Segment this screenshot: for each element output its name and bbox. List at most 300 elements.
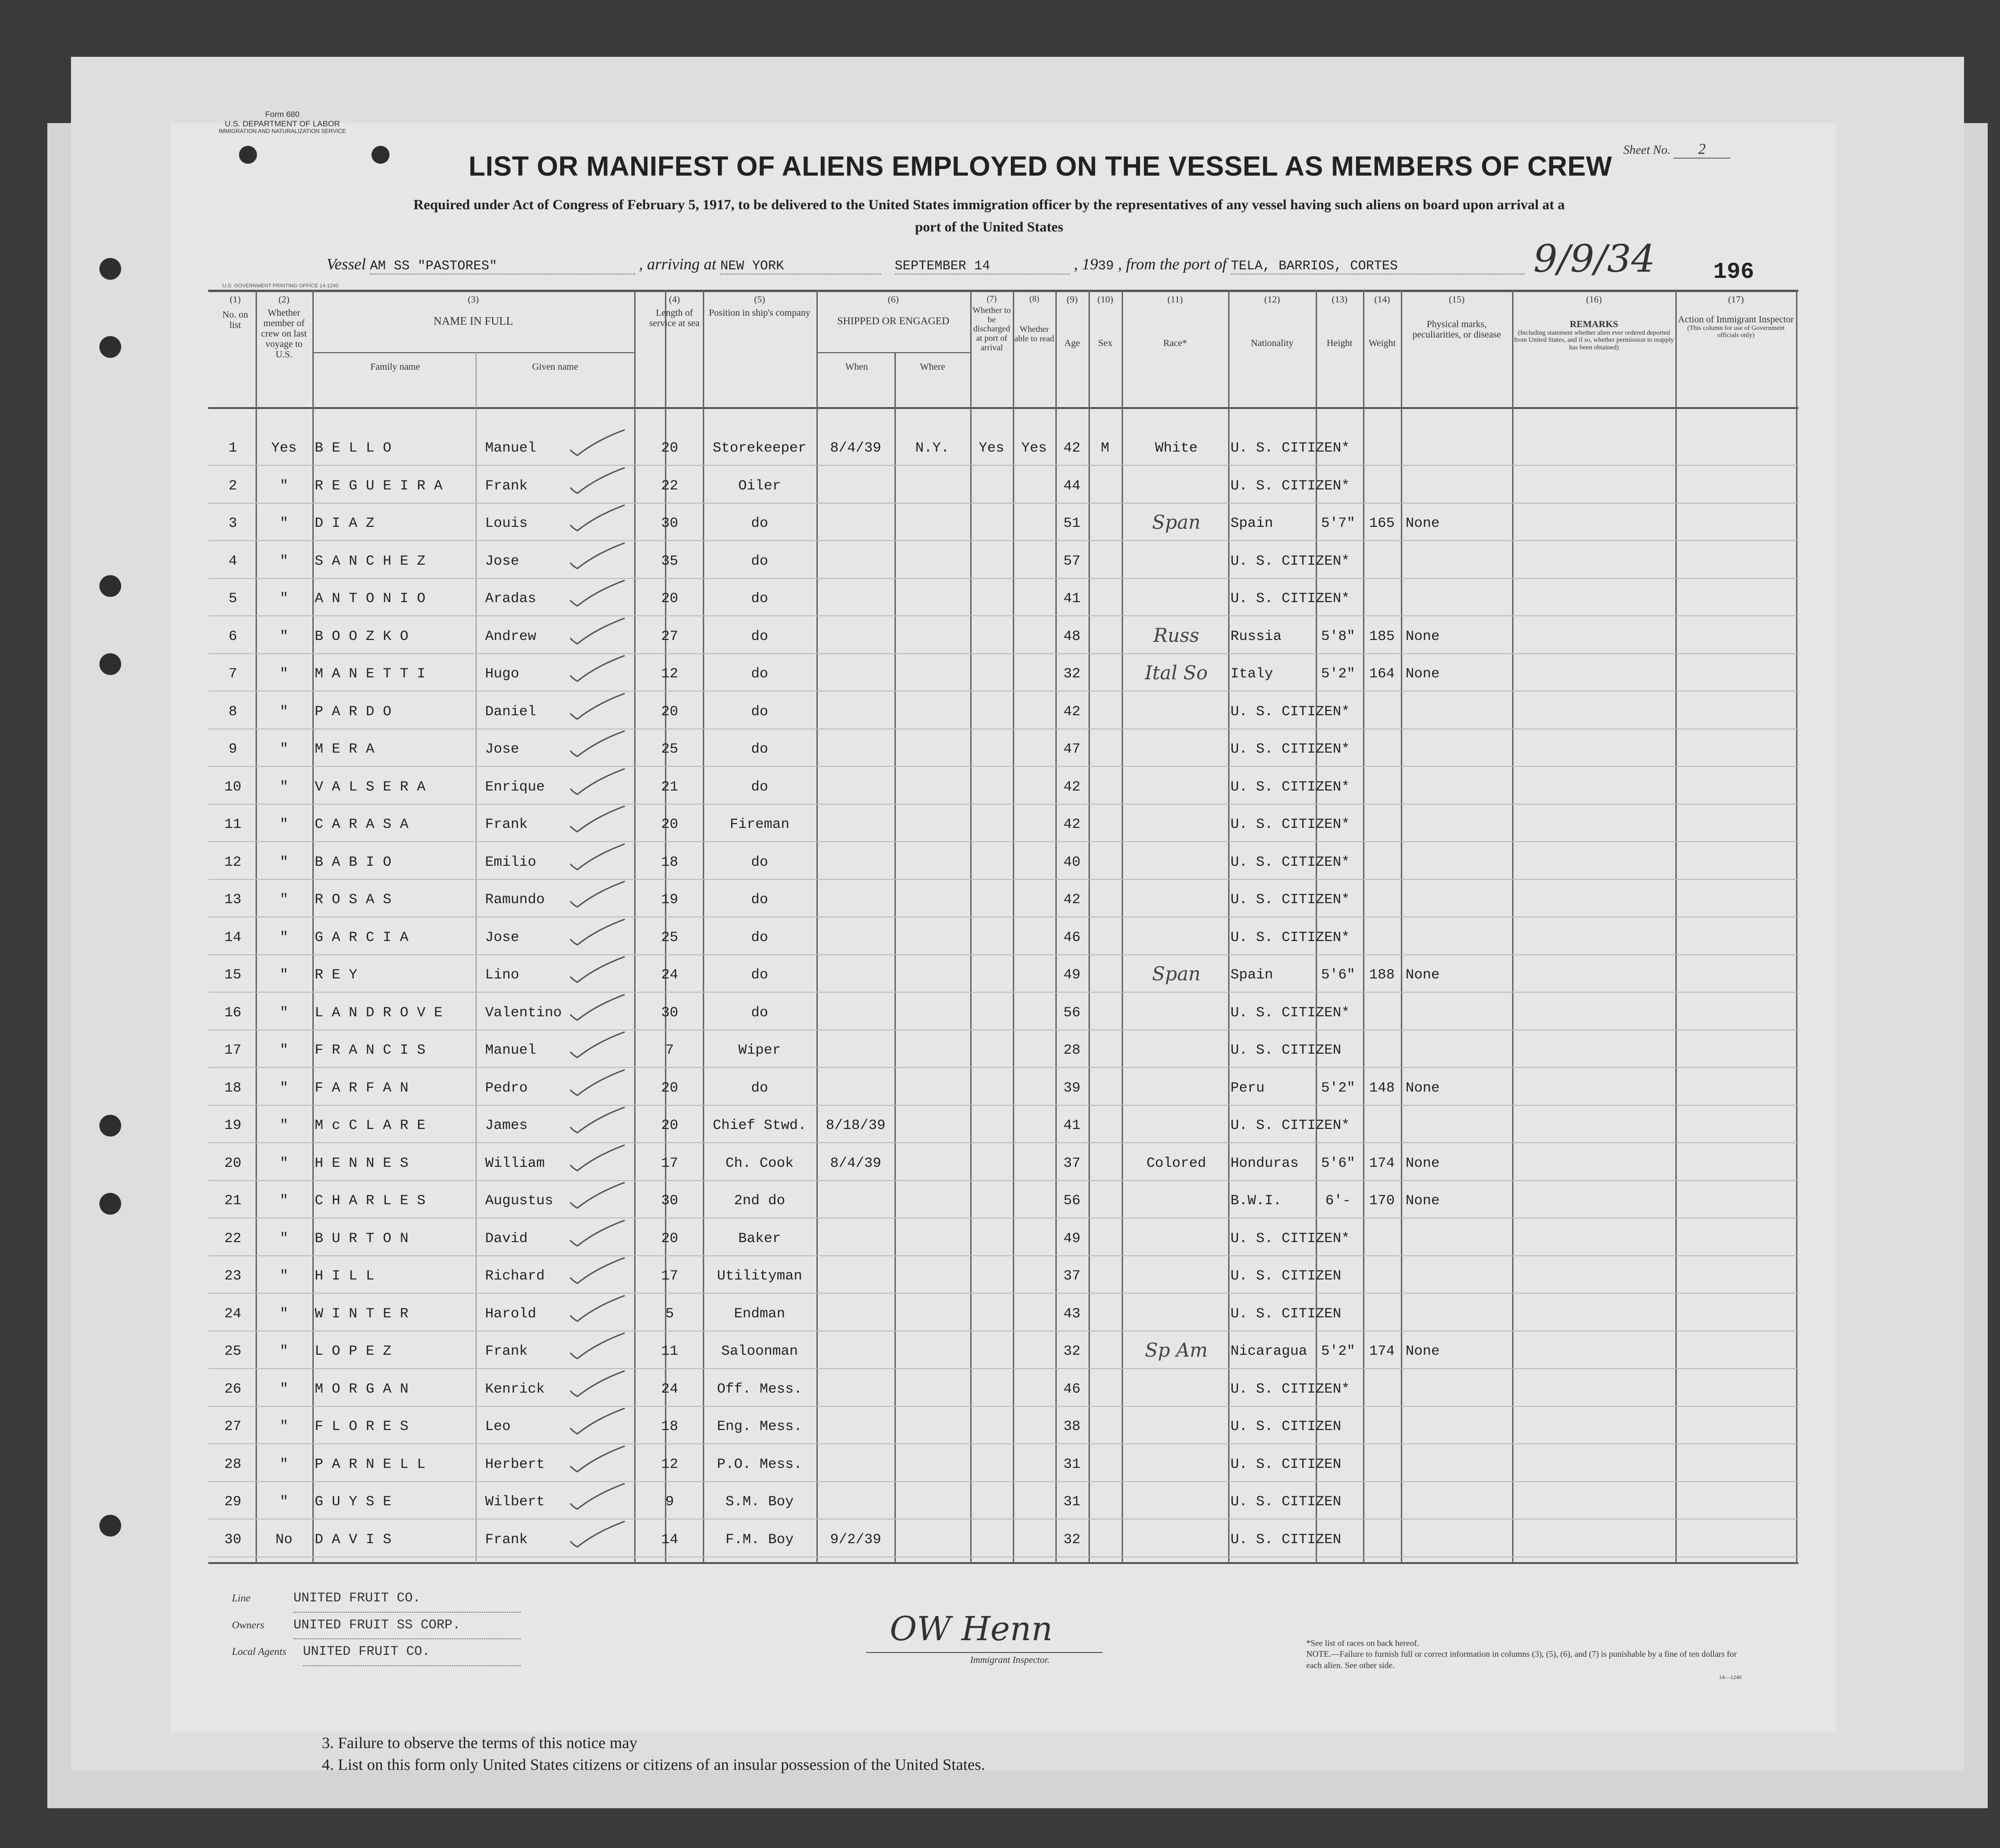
cell-age: 44: [1063, 478, 1080, 494]
row-rule: [208, 1443, 1798, 1444]
cell-position: do: [751, 741, 768, 757]
col-label: Age: [1064, 338, 1080, 348]
year-prefix: , 19: [1074, 256, 1098, 273]
col-header-age: [1057, 294, 1088, 348]
cell-given-name: Leo: [485, 1419, 511, 1435]
page-number: 196: [1713, 259, 1754, 285]
col-label: Whether able to read: [1014, 324, 1054, 343]
sheet-number-block: [1623, 140, 1730, 159]
cell-no: 17: [224, 1042, 241, 1058]
table-header-rule: [208, 407, 1798, 409]
cell-shipped-where: N.Y.: [915, 440, 949, 456]
footer-owners-block: [232, 1586, 521, 1666]
cell-nationality: U. S. CITIZEN*: [1230, 779, 1350, 795]
cell-nationality: Russia: [1230, 628, 1282, 645]
cell-family-name: H I L L: [315, 1268, 375, 1284]
check-mark-icon: [568, 765, 629, 798]
cell-previous-voyage: ": [279, 1230, 288, 1247]
cell-nationality: U. S. CITIZEN*: [1230, 817, 1350, 833]
cell-given-name: Manuel: [485, 1042, 537, 1058]
cell-family-name: B E L L O: [315, 440, 392, 456]
owners-value: UNITED FRUIT SS CORP.: [293, 1613, 521, 1640]
col-header-inspector-action: [1677, 294, 1795, 339]
cell-previous-voyage: No: [275, 1531, 292, 1548]
cell-position: Endman: [734, 1306, 786, 1322]
cell-previous-voyage: ": [279, 1343, 288, 1359]
col-label: Physical marks, peculiarities, or disease: [1412, 319, 1501, 340]
col-label: SHIPPED OR ENGAGED: [837, 315, 950, 327]
col-divider: [894, 352, 896, 1563]
col-header-physical-marks: [1402, 294, 1511, 340]
check-mark-icon: [568, 1518, 629, 1551]
cell-physical-marks: None: [1406, 515, 1440, 532]
cell-nationality: U. S. CITIZEN*: [1230, 1004, 1350, 1021]
col-divider: [1088, 290, 1090, 1563]
cell-family-name: C H A R L E S: [315, 1193, 426, 1209]
cell-physical-marks: None: [1406, 1080, 1440, 1096]
arrival-year: 39: [1098, 259, 1114, 274]
cell-family-name: R E G U E I R A: [315, 478, 443, 494]
cell-no: 10: [224, 779, 241, 795]
cell-position: Eng. Mess.: [717, 1419, 803, 1435]
cell-given-name: Harold: [485, 1306, 537, 1322]
cell-given-name: Ramundo: [485, 892, 545, 908]
service-name: IMMIGRATION AND NATURALIZATION SERVICE: [219, 128, 346, 135]
col-label: Length of service at sea: [649, 308, 700, 329]
row-rule: [208, 916, 1798, 917]
row-rule: [208, 841, 1798, 842]
col-num: (16): [1586, 294, 1602, 305]
cell-race: Ital So: [1145, 662, 1208, 684]
cell-age: 37: [1063, 1155, 1080, 1172]
cell-age: 38: [1063, 1419, 1080, 1435]
punch-hole: [99, 1193, 121, 1215]
cell-shipped-when: 8/18/39: [825, 1118, 886, 1134]
cell-no: 23: [224, 1268, 241, 1284]
cell-previous-voyage: ": [279, 515, 288, 532]
cell-family-name: P A R D O: [315, 703, 392, 720]
check-mark-icon: [568, 1329, 629, 1362]
cell-previous-voyage: ": [279, 703, 288, 720]
cell-position: do: [751, 892, 768, 908]
col-header-nationality: [1230, 294, 1315, 348]
cell-given-name: Enrique: [485, 779, 545, 795]
cell-service-years: 17: [661, 1268, 678, 1284]
check-mark-icon: [568, 1404, 629, 1438]
cell-given-name: James: [485, 1118, 528, 1134]
cell-age: 32: [1063, 1531, 1080, 1548]
cell-height: 5'7": [1321, 515, 1355, 532]
cell-age: 31: [1063, 1494, 1080, 1510]
cell-family-name: F A R F A N: [315, 1080, 409, 1096]
cell-no: 19: [224, 1118, 241, 1134]
cell-physical-marks: None: [1406, 1193, 1440, 1209]
footer-form-code: 14—1240: [1719, 1674, 1742, 1681]
cell-no: 30: [224, 1531, 241, 1548]
cell-age: 57: [1063, 553, 1080, 569]
row-rule: [208, 1217, 1798, 1218]
row-rule: [208, 804, 1798, 805]
cell-age: 48: [1063, 628, 1080, 645]
cell-age: 42: [1063, 703, 1080, 720]
cell-race: Span: [1152, 512, 1201, 533]
page-title: LIST OR MANIFEST OF ALIENS EMPLOYED ON THE VESSEL AS MEMBERS OF CREW: [469, 151, 1612, 182]
cell-height: 5'2": [1321, 666, 1355, 682]
cell-given-name: Valentino: [485, 1004, 562, 1021]
cell-family-name: G A R C I A: [315, 929, 409, 946]
cell-shipped-when: 9/2/39: [830, 1531, 882, 1548]
cell-given-name: Frank: [485, 1343, 528, 1359]
col-num: (8): [1029, 294, 1039, 303]
cell-family-name: H E N N E S: [315, 1155, 409, 1172]
cell-position: Off. Mess.: [717, 1381, 803, 1397]
row-rule: [208, 1293, 1798, 1294]
col-num: (15): [1449, 294, 1465, 305]
arrival-date: SEPTEMBER 14: [895, 259, 1070, 275]
punch-hole: [99, 1515, 121, 1537]
col-divider: [1512, 290, 1513, 1563]
col-divider: [1013, 290, 1014, 1563]
cell-nationality: U. S. CITIZEN: [1230, 1494, 1342, 1510]
col-divider: [634, 290, 636, 1563]
cell-service-years: 30: [661, 515, 678, 532]
cell-previous-voyage: ": [279, 1080, 288, 1096]
col-num: (13): [1331, 294, 1348, 305]
arrival-port: NEW YORK: [720, 259, 881, 275]
cell-age: 47: [1063, 741, 1080, 757]
cell-family-name: B O O Z K O: [315, 628, 409, 645]
cell-nationality: B.W.I.: [1230, 1193, 1282, 1209]
cell-position: do: [751, 1080, 768, 1096]
cell-no: 25: [224, 1343, 241, 1359]
cell-given-name: Pedro: [485, 1080, 528, 1096]
check-mark-icon: [568, 652, 629, 685]
cell-service-years: 21: [661, 779, 678, 795]
cell-service-years: 20: [661, 1080, 678, 1096]
cell-position: Fireman: [729, 817, 790, 833]
cell-position: do: [751, 666, 768, 682]
cell-height: 5'8": [1321, 628, 1355, 645]
cell-previous-voyage: ": [279, 1306, 288, 1322]
cell-given-name: Frank: [485, 1531, 528, 1548]
cell-position: do: [751, 628, 768, 645]
row-rule: [208, 1030, 1798, 1031]
cell-position: Storekeeper: [712, 440, 807, 456]
departure-ports: TELA, BARRIOS, CORTES: [1231, 259, 1524, 275]
cell-discharged: Yes: [978, 440, 1004, 456]
cell-service-years: 20: [661, 817, 678, 833]
form-id-block: [219, 110, 346, 135]
row-rule: [208, 1180, 1798, 1181]
cell-given-name: Frank: [485, 817, 528, 833]
vessel-line: [327, 256, 1524, 275]
col-num: (11): [1167, 294, 1183, 305]
col-divider: [970, 290, 972, 1563]
cell-family-name: C A R A S A: [315, 817, 409, 833]
cell-no: 18: [224, 1080, 241, 1096]
cell-given-name: Daniel: [485, 703, 537, 720]
subtitle-line-1: Required under Act of Congress of February 5, 1917, to be delivered to the United States immigration officer by the representatives of any vessel having such aliens on board upon arrival at a: [413, 197, 1565, 213]
cell-no: 24: [224, 1306, 241, 1322]
cell-nationality: Nicaragua: [1230, 1343, 1308, 1359]
row-rule: [208, 540, 1798, 541]
punch-hole: [239, 146, 257, 164]
row-rule: [208, 1556, 1798, 1557]
col-num: (4): [669, 294, 680, 305]
cell-given-name: Herbert: [485, 1456, 545, 1473]
row-rule: [208, 766, 1798, 767]
cell-previous-voyage: ": [279, 591, 288, 607]
agents-label: Local Agents: [232, 1645, 287, 1658]
cell-position: F.M. Boy: [725, 1531, 794, 1548]
cell-age: 42: [1063, 440, 1080, 456]
line-label: Line: [232, 1592, 251, 1604]
cell-previous-voyage: ": [279, 666, 288, 682]
cell-family-name: R E Y: [315, 967, 358, 983]
cell-no: 22: [224, 1230, 241, 1247]
cell-family-name: M A N E T T I: [315, 666, 426, 682]
cell-family-name: D A V I S: [315, 1531, 392, 1548]
col-label: Position in ship's company: [708, 308, 811, 318]
cell-given-name: Frank: [485, 478, 528, 494]
cell-weight: 185: [1369, 628, 1395, 645]
vessel-name: AM SS "PASTORES": [370, 259, 635, 275]
cell-nationality: U. S. CITIZEN: [1230, 1306, 1342, 1322]
cell-weight: 174: [1369, 1155, 1395, 1172]
col-num: (1): [230, 294, 241, 305]
col-label: REMARKS: [1569, 319, 1619, 329]
check-mark-icon: [568, 1254, 629, 1287]
cell-weight: 174: [1369, 1343, 1395, 1359]
col-header-family-name: Family name: [370, 362, 420, 372]
col-label: Nationality: [1251, 338, 1293, 348]
inspector-label: Immigrant Inspector.: [970, 1655, 1050, 1665]
cell-no: 13: [224, 892, 241, 908]
cell-age: 41: [1063, 1118, 1080, 1134]
cell-given-name: Andrew: [485, 628, 537, 645]
cell-family-name: R O S A S: [315, 892, 392, 908]
col-header-name: [315, 294, 632, 328]
cell-position: P.O. Mess.: [717, 1456, 803, 1473]
cell-no: 21: [224, 1193, 241, 1209]
inspector-signature-line: [866, 1652, 1103, 1653]
cell-position: do: [751, 967, 768, 983]
cell-service-years: 18: [661, 854, 678, 871]
cell-nationality: U. S. CITIZEN*: [1230, 703, 1350, 720]
cell-nationality: U. S. CITIZEN*: [1230, 478, 1350, 494]
cell-position: do: [751, 854, 768, 871]
department-name: U.S. DEPARTMENT OF LABOR: [224, 119, 340, 128]
check-mark-icon: [568, 1442, 629, 1475]
cell-previous-voyage: ": [279, 553, 288, 569]
punch-hole: [99, 1115, 121, 1137]
line-value: UNITED FRUIT CO.: [293, 1586, 521, 1613]
cell-family-name: F R A N C I S: [315, 1042, 426, 1058]
cell-given-name: Manuel: [485, 440, 537, 456]
cell-previous-voyage: ": [279, 1042, 288, 1058]
cell-family-name: B U R T O N: [315, 1230, 409, 1247]
check-mark-icon: [568, 464, 629, 497]
cell-no: 3: [228, 515, 237, 532]
row-rule: [208, 954, 1798, 955]
cell-previous-voyage: ": [279, 1419, 288, 1435]
cell-race: White: [1155, 440, 1198, 456]
table-top-rule: [208, 290, 1798, 292]
cell-service-years: 30: [661, 1193, 678, 1209]
cell-age: 37: [1063, 1268, 1080, 1284]
cell-service-years: 18: [661, 1419, 678, 1435]
cell-nationality: U. S. CITIZEN: [1230, 1531, 1342, 1548]
cell-position: do: [751, 1004, 768, 1021]
cell-previous-voyage: ": [279, 1193, 288, 1209]
cell-service-years: 11: [661, 1343, 678, 1359]
cell-can-read: Yes: [1021, 440, 1047, 456]
cell-previous-voyage: ": [279, 779, 288, 795]
cell-service-years: 22: [661, 478, 678, 494]
cell-shipped-when: 8/4/39: [830, 1155, 882, 1172]
cell-position: Ch. Cook: [725, 1155, 794, 1172]
check-mark-icon: [568, 953, 629, 986]
cell-service-years: 24: [661, 967, 678, 983]
cell-previous-voyage: ": [279, 1494, 288, 1510]
col-num: (14): [1374, 294, 1390, 305]
cell-nationality: U. S. CITIZEN*: [1230, 440, 1350, 456]
row-rule: [208, 1481, 1798, 1482]
sheet-number-label: Sheet No.: [1623, 143, 1671, 157]
cell-age: 32: [1063, 666, 1080, 682]
col-num: (2): [278, 294, 290, 305]
cell-nationality: U. S. CITIZEN: [1230, 1042, 1342, 1058]
underlying-line-3: 3. Failure to observe the terms of this notice may: [322, 1734, 637, 1752]
cell-family-name: W I N T E R: [315, 1306, 409, 1322]
row-rule: [208, 465, 1798, 466]
cell-given-name: Emilio: [485, 854, 537, 871]
col-note: (This column for use of Government officials only): [1687, 325, 1785, 339]
cell-position: do: [751, 929, 768, 946]
cell-no: 15: [224, 967, 241, 983]
cell-physical-marks: None: [1406, 666, 1440, 682]
cell-no: 27: [224, 1419, 241, 1435]
cell-previous-voyage: ": [279, 1118, 288, 1134]
cell-service-years: 25: [661, 929, 678, 946]
agents-row: [232, 1639, 521, 1666]
punch-hole: [99, 575, 121, 597]
cell-given-name: Aradas: [485, 591, 537, 607]
cell-nationality: U. S. CITIZEN*: [1230, 1118, 1350, 1134]
col-label: No. on list: [222, 310, 248, 330]
check-mark-icon: [568, 1066, 629, 1099]
col-label: Height: [1327, 338, 1353, 348]
cell-nationality: U. S. CITIZEN: [1230, 1419, 1342, 1435]
punch-hole: [372, 146, 389, 164]
cell-age: 40: [1063, 854, 1080, 871]
check-mark-icon: [568, 1367, 629, 1400]
cell-no: 4: [228, 553, 237, 569]
check-mark-icon: [568, 426, 629, 459]
cell-race: Colored: [1146, 1155, 1206, 1172]
name-subhead-rule: [312, 352, 634, 353]
cell-service-years: 20: [661, 1230, 678, 1247]
cell-no: 2: [228, 478, 237, 494]
page-subtitle: [246, 194, 1732, 238]
cell-given-name: Jose: [485, 741, 520, 757]
col-divider: [256, 290, 257, 1563]
cell-position: Baker: [738, 1230, 781, 1247]
cell-no: 26: [224, 1381, 241, 1397]
col-num: (3): [468, 294, 479, 305]
col-header-when: When: [845, 362, 868, 372]
col-header-no: [219, 294, 252, 330]
cell-family-name: S A N C H E Z: [315, 553, 426, 569]
cell-no: 11: [224, 817, 241, 833]
cell-position: Oiler: [738, 478, 781, 494]
cell-service-years: 14: [661, 1531, 678, 1548]
cell-position: do: [751, 703, 768, 720]
row-rule: [208, 1406, 1798, 1407]
col-num: (6): [887, 294, 899, 305]
cell-service-years: 9: [665, 1494, 674, 1510]
cell-age: 56: [1063, 1004, 1080, 1021]
row-rule: [208, 691, 1798, 692]
row-rule: [208, 1142, 1798, 1143]
col-num: (5): [754, 294, 765, 305]
cell-age: 42: [1063, 892, 1080, 908]
col-header-given-name: Given name: [532, 362, 578, 372]
races-note: *See list of races on back hereof.: [1306, 1638, 1419, 1648]
cell-service-years: 35: [661, 553, 678, 569]
cell-no: 16: [224, 1004, 241, 1021]
row-rule: [208, 1067, 1798, 1068]
cell-service-years: 12: [661, 1456, 678, 1473]
cell-nationality: U. S. CITIZEN*: [1230, 929, 1350, 946]
cell-previous-voyage: ": [279, 1155, 288, 1172]
cell-service-years: 24: [661, 1381, 678, 1397]
col-header-where: Where: [920, 362, 946, 372]
cell-physical-marks: None: [1406, 1155, 1440, 1172]
cell-physical-marks: None: [1406, 1343, 1440, 1359]
col-label: Whether member of crew on last voyage to U.S.: [261, 308, 307, 360]
cell-previous-voyage: ": [279, 967, 288, 983]
col-label: Action of Immigrant Inspector: [1678, 314, 1794, 325]
col-label: Weight: [1368, 338, 1396, 348]
check-mark-icon: [568, 539, 629, 572]
cell-given-name: Richard: [485, 1268, 545, 1284]
check-mark-icon: [568, 501, 629, 534]
col-num: (9): [1066, 294, 1078, 305]
cell-family-name: M c C L A R E: [315, 1118, 426, 1134]
underlying-sheet-text: [322, 1732, 1647, 1776]
cell-nationality: U. S. CITIZEN*: [1230, 591, 1350, 607]
col-divider: [476, 352, 477, 1563]
col-label: Sex: [1098, 338, 1113, 348]
shipped-subhead-rule: [816, 352, 970, 353]
col-divider: [1675, 290, 1677, 1563]
cell-position: do: [751, 553, 768, 569]
cell-previous-voyage: ": [279, 854, 288, 871]
punch-hole: [99, 336, 121, 358]
cell-nationality: Spain: [1230, 515, 1274, 532]
cell-nationality: U. S. CITIZEN*: [1230, 1381, 1350, 1397]
col-label: Race*: [1163, 338, 1187, 348]
cell-given-name: Hugo: [485, 666, 520, 682]
check-mark-icon: [568, 802, 629, 835]
cell-service-years: 20: [661, 703, 678, 720]
cell-age: 49: [1063, 967, 1080, 983]
check-mark-icon: [568, 1480, 629, 1513]
cell-previous-voyage: ": [279, 1268, 288, 1284]
row-rule: [208, 1105, 1798, 1106]
cell-service-years: 5: [665, 1306, 674, 1322]
